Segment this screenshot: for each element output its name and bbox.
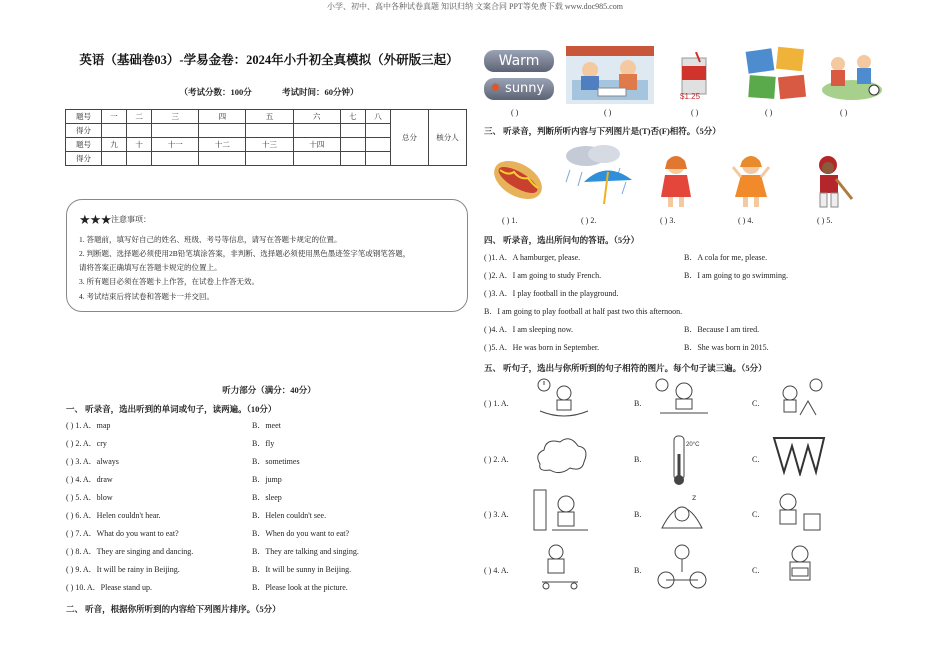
picture-bracket: ( ) (511, 108, 519, 117)
boy-writing-picture (652, 377, 712, 421)
section-5-label: B. (634, 399, 642, 408)
list-item: B．I am going to play football at half past two this afternoon. (484, 307, 683, 316)
list-item: ( ) 5. A．blow B．sleep (66, 493, 282, 502)
price-label: $1.25 (680, 92, 701, 100)
sunny-word: ✹ sunny (484, 78, 554, 100)
section-3-label: ( ) 5. (817, 216, 833, 225)
table-cell: 题号 (66, 138, 102, 152)
wind-shape-picture (772, 434, 826, 476)
table-cell: 六 (293, 110, 340, 124)
section-5-label: ( ) 3. A. (484, 510, 509, 519)
score-info: （考试分数：100分 (179, 87, 252, 97)
section-5-label: B. (634, 455, 642, 464)
section-3-label: ( ) 2. (581, 216, 597, 225)
list-item: ( ) 7. A．What do you want to eat? B．When do you want to eat? (66, 529, 350, 538)
section-4-title: 四、 听录音，选出所问句的答语。（5分） (484, 235, 640, 245)
section-5-label: B. (634, 510, 642, 519)
listening-heading: 听力部分（满分：40分） (222, 385, 316, 395)
list-item: ( )2. A．I am going to study French. B．I am going to go swimming. (484, 271, 788, 280)
table-cell: 二 (127, 110, 152, 124)
boy-reading-picture (532, 488, 592, 536)
table-cell: 十三 (246, 138, 293, 152)
site-header: 小学、初中、高中各种试卷真题 知识归纳 文案合同 PPT等免费下载 www.doc985.com (327, 2, 623, 11)
table-cell: 得分 (66, 152, 102, 166)
list-item: ( )5. A．He was born in September. B．She was born in 2015. (484, 343, 769, 352)
table-cell: 七 (340, 110, 365, 124)
boy-sleeping-picture (652, 488, 712, 536)
picture-bracket: ( ) (840, 108, 848, 117)
table-cell: 九 (102, 138, 127, 152)
section-5-label: C. (752, 566, 760, 575)
thermometer-label: 20°C (686, 442, 700, 448)
hotdog-picture (488, 150, 550, 208)
picture-bracket: ( ) (691, 108, 699, 117)
table-cell: 十 (127, 138, 152, 152)
sleep-z-icon: z (692, 493, 697, 502)
section-5-label: ( ) 1. A. (484, 399, 509, 408)
warm-word: Warm (484, 50, 554, 72)
table-cell: 八 (365, 110, 390, 124)
cola-price-picture (678, 52, 716, 100)
table-cell: 十二 (199, 138, 246, 152)
note-item: 1. 答题前，填写好自己的姓名、班级、考号等信息，请写在答题卡规定的位置。 (79, 234, 342, 244)
table-cell: 三 (152, 110, 199, 124)
section-5-label: C. (752, 455, 760, 464)
notes-box (66, 199, 468, 312)
boy-book-picture (776, 542, 826, 590)
picture-bracket: ( ) (765, 108, 773, 117)
section-3-title: 三、 听录音，判断所听内容与下列图片是(T)否(F)相符。（5分） (484, 126, 721, 136)
section-1-title: 一、 听录音，选出听到的单词或句子，读两遍。（10分） (66, 404, 277, 414)
table-cell: 十四 (293, 138, 340, 152)
section-2-title: 二、 听音，根据你所听到的内容给下列图片排序。（5分） (66, 604, 281, 614)
list-item: ( ) 9. A．It will be rainy in Beijing. B．It will be sunny in Beijing. (66, 565, 352, 574)
sun-icon: ✹ (490, 81, 501, 96)
section-3-label: ( ) 4. (738, 216, 754, 225)
students-studying-picture (566, 46, 654, 104)
boy-outside-picture (770, 377, 826, 421)
section-4-list (484, 252, 884, 360)
thermometer-picture (664, 432, 704, 488)
section-3-label: ( ) 1. (502, 216, 518, 225)
note-item: 4. 考试结束后将试卷和答题卡一并交回。 (79, 291, 214, 301)
section-3-label: ( ) 3. (660, 216, 676, 225)
weather-words-picture (484, 50, 554, 102)
note-item: 2. 判断题、选择题必须使用2B铅笔填涂答案，非判断、选择题必须使用黑色墨迹签字笔或钢笔答题， (79, 248, 411, 258)
books-picture (743, 46, 811, 102)
list-item: ( ) 8. A．They are singing and dancing. B．They are talking and singing. (66, 547, 359, 556)
exam-info (66, 86, 472, 98)
jumping-girl-picture (731, 153, 771, 209)
section-5-label: ( ) 4. A. (484, 566, 509, 575)
boy-washing-picture (530, 377, 592, 421)
boy-phone-picture (770, 488, 826, 536)
section-5-label: B. (634, 566, 642, 575)
list-item: ( )3. A．I play football in the playground. (484, 289, 619, 298)
boy-skating-picture (530, 542, 592, 590)
exam-title: 英语（基础卷03）-学易金卷：2024年小升初全真模拟（外研版三起） (79, 53, 459, 67)
section-5-label: C. (752, 510, 760, 519)
cloud-picture (530, 432, 592, 480)
total-cell: 总分 (391, 110, 429, 166)
table-cell: 五 (246, 110, 293, 124)
kids-playing-picture (820, 46, 884, 102)
time-info: 考试时间：60分钟） (281, 87, 359, 97)
list-item: ( ) 3. A．always B．sometimes (66, 457, 300, 466)
section-5-label: C. (752, 399, 760, 408)
section-5-title: 五、 听句子，选出与你所听到的句子相符的图片。每个句子读三遍。（5分） (484, 363, 767, 373)
list-item: ( )1. A．A hamburger, please. B．A cola for me, please. (484, 253, 768, 262)
table-cell: 得分 (66, 124, 102, 138)
boy-cycling-picture (652, 542, 712, 590)
section-1-list (66, 420, 466, 600)
list-item: ( )4. A．I am sleeping now. B．Because I am tired. (484, 325, 760, 334)
table-cell: 四 (199, 110, 246, 124)
note-item: 3. 所有题目必须在答题卡上作答，在试卷上作答无效。 (79, 277, 259, 287)
note-item: 请将答案正确填写在答题卡规定的位置上。 (79, 263, 222, 273)
notes-title: 注意事项： (110, 215, 151, 224)
section-5-label: ( ) 2. A. (484, 455, 509, 464)
list-item: ( ) 1. A．map B．meet (66, 421, 281, 430)
table-cell: 题号 (66, 110, 102, 124)
checker-cell: 核分人 (429, 110, 467, 166)
stars-icon: ★★★ (79, 212, 111, 227)
baseball-player-picture (808, 153, 854, 209)
table-cell: 一 (102, 110, 127, 124)
list-item: ( ) 6. A．Helen couldn't hear. B．Helen couldn't see. (66, 511, 327, 520)
table-cell: 十一 (152, 138, 199, 152)
list-item: ( ) 2. A．cry B．fly (66, 439, 275, 448)
crying-girl-picture (657, 153, 695, 209)
score-table (65, 109, 467, 166)
picture-bracket: ( ) (604, 108, 612, 117)
rain-umbrella-picture (560, 142, 638, 208)
list-item: ( ) 10. A．Please stand up. B．Please look at the picture. (66, 583, 348, 592)
list-item: ( ) 4. A．draw B．jump (66, 475, 282, 484)
